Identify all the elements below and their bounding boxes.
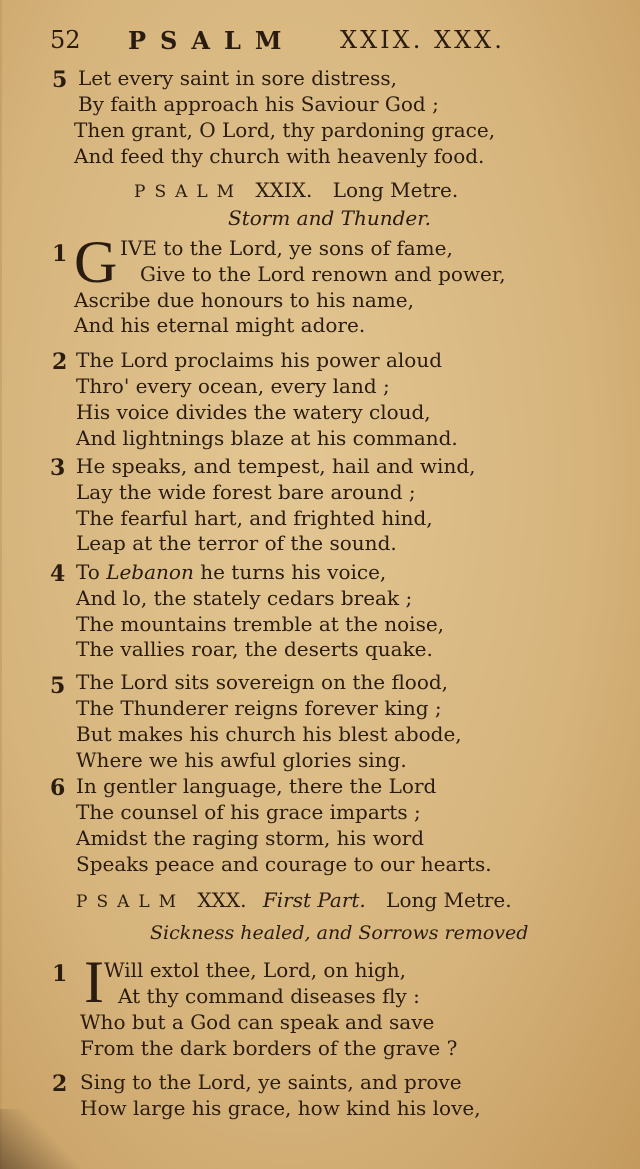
- verse-line: And lightnings blaze at his command.: [76, 426, 458, 450]
- verse-line: Thro' every ocean, every land ;: [76, 374, 390, 398]
- verse-prefix: To: [76, 560, 107, 584]
- verse-line: How large his grace, how kind his love,: [80, 1096, 481, 1120]
- verse-line: The vallies roar, the deserts quake.: [76, 637, 433, 661]
- verse-line: His voice divides the watery cloud,: [76, 400, 431, 424]
- psalm-meter: Long Metre.: [332, 178, 459, 202]
- verse-line: The mountains tremble at the noise,: [76, 612, 445, 636]
- psalm-meter: Long Metre.: [386, 888, 512, 912]
- page-shadow: [0, 1109, 80, 1169]
- verse-line: Sing to the Lord, ye saints, and prove: [80, 1070, 462, 1094]
- drop-cap: G: [74, 229, 118, 295]
- verse-line: The Thunderer reigns forever king ;: [76, 696, 442, 720]
- drop-cap: I: [84, 949, 104, 1015]
- verse-line: But makes his church his blest abode,: [76, 722, 462, 746]
- verse-line: The Lord sits sovereign on the flood,: [76, 670, 449, 694]
- verse-line: Will extol thee, Lord, on high,: [104, 958, 407, 982]
- verse-line: IVE to the Lord, ye sons of fame,: [120, 236, 453, 260]
- verse-line: Amidst the raging storm, his word: [76, 826, 425, 850]
- psalm-number: XXX.: [197, 888, 247, 912]
- psalm-label: PSALM: [76, 892, 186, 912]
- verse-rest: he turns his voice,: [193, 560, 387, 584]
- psalm-part: First Part.: [262, 888, 366, 912]
- stanza-number: 4: [50, 561, 66, 587]
- verse-line: Ascribe due honours to his name,: [74, 288, 414, 312]
- stanza-number: 5: [52, 67, 68, 93]
- stanza-number: 2: [52, 1071, 68, 1097]
- verse-line: He speaks, and tempest, hail and wind,: [76, 454, 476, 478]
- running-head: [50, 26, 610, 56]
- verse-line: Where we his awful glories sing.: [76, 748, 407, 772]
- verse-line: In gentler language, there the Lord: [76, 774, 437, 798]
- stanza-number: 3: [50, 455, 66, 481]
- verse-line: The fearful hart, and frighted hind,: [76, 506, 433, 530]
- verse-line: Let every saint in sore distress,: [78, 66, 398, 90]
- verse-line: Leap at the terror of the sound.: [76, 531, 397, 555]
- verse-line: Give to the Lord renown and power,: [140, 262, 506, 286]
- running-title: PSALM: [128, 26, 296, 55]
- stanza-number: 1: [52, 961, 68, 987]
- verse-line: And his eternal might adore.: [74, 313, 366, 337]
- psalm-29-heading: [134, 178, 458, 202]
- verse-line: By faith approach his Saviour God ;: [78, 92, 439, 116]
- page-number: 52: [50, 26, 81, 54]
- place-name-lebanon: Lebanon: [106, 560, 194, 584]
- psalm-29-subtitle: Storm and Thunder.: [228, 206, 431, 230]
- verse-line: At thy command diseases fly :: [118, 984, 420, 1008]
- verse-line: The counsel of his grace imparts ;: [76, 800, 421, 824]
- stanza-number: 5: [50, 673, 66, 699]
- psalm-30-heading: [76, 888, 512, 912]
- verse-line: Speaks peace and courage to our hearts.: [76, 852, 492, 876]
- verse-line: [76, 560, 386, 584]
- verse-line: Then grant, O Lord, thy pardoning grace,: [74, 118, 496, 142]
- psalm-30-subtitle: Sickness healed, and Sorrows removed: [150, 922, 529, 944]
- stanza-number: 6: [50, 775, 66, 801]
- verse-line: From the dark borders of the grave ?: [80, 1036, 458, 1060]
- running-psalm-numbers: XXIX. XXX.: [340, 26, 505, 54]
- verse-line: And feed thy church with heavenly food.: [74, 144, 485, 168]
- verse-line: Lay the wide forest bare around ;: [76, 480, 416, 504]
- verse-line: The Lord proclaims his power aloud: [76, 348, 443, 372]
- verse-line: Who but a God can speak and save: [80, 1010, 435, 1034]
- psalm-number: XXIX.: [255, 178, 313, 202]
- stanza-number: 2: [52, 349, 68, 375]
- stanza-number: 1: [52, 241, 68, 267]
- page-edge: [0, 0, 2, 1169]
- psalm-label: PSALM: [134, 182, 244, 202]
- verse-line: And lo, the stately cedars break ;: [76, 586, 413, 610]
